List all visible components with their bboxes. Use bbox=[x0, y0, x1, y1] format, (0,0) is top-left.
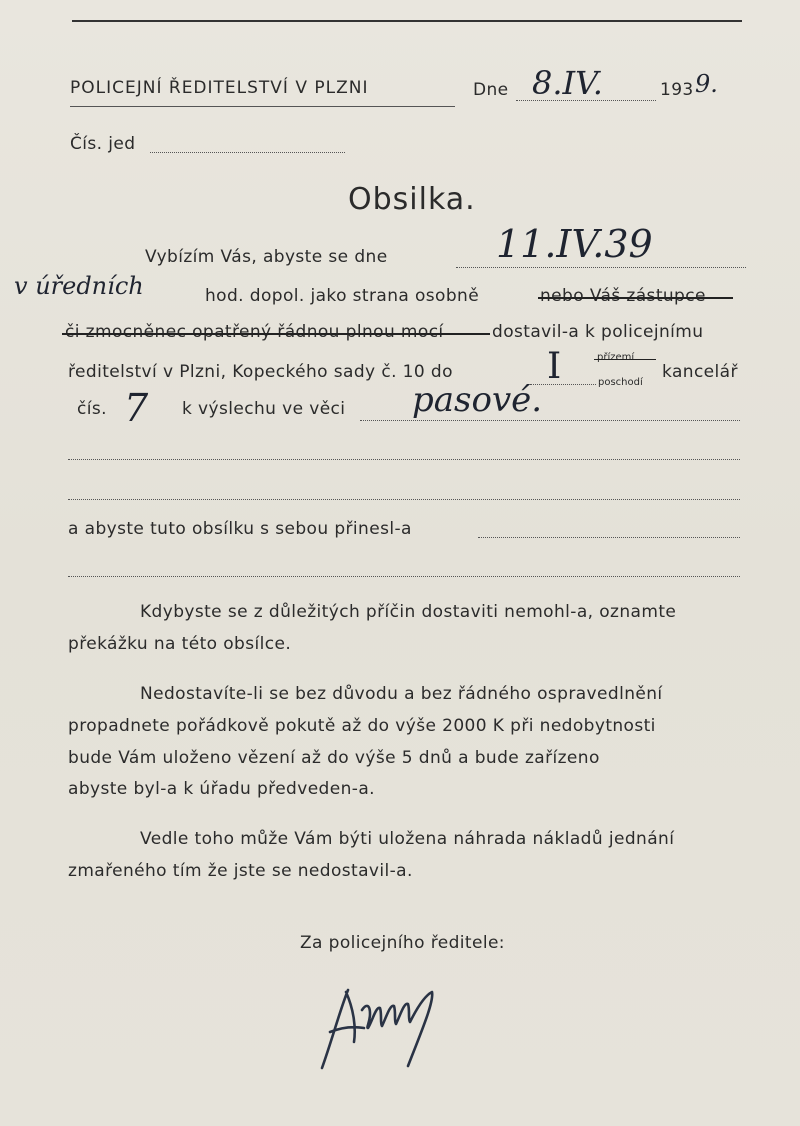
floor-label: poschodí bbox=[598, 377, 643, 388]
signature bbox=[310, 970, 460, 1080]
line3-strikethrough bbox=[62, 333, 490, 335]
floor-struck-label: přízemí bbox=[597, 352, 635, 363]
year-suffix: 9. bbox=[695, 70, 718, 98]
bring-text: a abyste tuto obsílku s sebou přinesl-a bbox=[68, 519, 412, 539]
appearance-date: 11.IV.39 bbox=[496, 222, 653, 266]
room-number: 7 bbox=[124, 386, 149, 430]
ref-number-dots bbox=[150, 152, 345, 153]
office-underline bbox=[70, 106, 455, 107]
para2-line2: propadnete pořádkově pokutě až do výše 2000 K při nedobytnosti bbox=[68, 716, 656, 736]
date-label: Dne bbox=[473, 80, 509, 100]
document-title: Obsilka. bbox=[348, 182, 476, 217]
hours-handwritten: v úředních bbox=[14, 272, 144, 300]
line2-text: hod. dopol. jako strana osobně bbox=[205, 286, 480, 306]
blank-line-3 bbox=[68, 576, 740, 577]
para2-line1: Nedostavíte-li se bez důvodu a bez řádného ospravedlnění bbox=[140, 684, 663, 704]
line1-dots bbox=[456, 267, 746, 268]
para1-line2: překážku na této obsílce. bbox=[68, 634, 292, 654]
line3-text: dostavil-a k policejnímu bbox=[492, 322, 704, 342]
line5-dots bbox=[360, 420, 740, 421]
year-prefix: 193 bbox=[660, 80, 694, 100]
para3-line2: zmařeného tím že jste se nedostavil-a. bbox=[68, 861, 413, 881]
top-rule bbox=[72, 20, 742, 22]
blank-line-1 bbox=[68, 459, 740, 460]
matter-value: pasové. bbox=[412, 380, 543, 420]
ref-number-label: Čís. jed bbox=[70, 134, 136, 154]
para3-line1: Vedle toho může Vám býti uložena náhrada nákladů jednání bbox=[140, 829, 675, 849]
floor-number: I bbox=[547, 346, 562, 387]
blank-line-2 bbox=[68, 499, 740, 500]
floor-strikethrough bbox=[594, 359, 656, 360]
date-value: 8.IV. bbox=[532, 64, 603, 102]
room-label: čís. bbox=[77, 399, 107, 419]
office-word: kancelář bbox=[662, 362, 738, 382]
para1-line1: Kdybyste se z důležitých příčin dostaviti nemohl-a, oznamte bbox=[140, 602, 677, 622]
para2-line4: abyste byl-a k úřadu předveden-a. bbox=[68, 779, 375, 799]
line3-struck-text: či zmocněnec opatřený řádnou plnou mocí bbox=[65, 322, 444, 342]
line1-text: Vybízím Vás, abyste se dne bbox=[145, 247, 388, 267]
line5-text: k výslechu ve věci bbox=[182, 399, 346, 419]
office-heading: POLICEJNÍ ŘEDITELSTVÍ V PLZNI bbox=[70, 78, 369, 98]
line4-text: ředitelství v Plzni, Kopeckého sady č. 10 do bbox=[68, 362, 453, 382]
date-dots bbox=[516, 100, 656, 101]
bring-dots bbox=[478, 537, 740, 538]
signoff: Za policejního ředitele: bbox=[300, 933, 505, 953]
para2-line3: bude Vám uloženo vězení až do výše 5 dnů a bude zařízeno bbox=[68, 748, 600, 768]
line2-strikethrough bbox=[538, 297, 733, 299]
line2-struck-text: nebo Váš zástupce bbox=[540, 286, 706, 306]
